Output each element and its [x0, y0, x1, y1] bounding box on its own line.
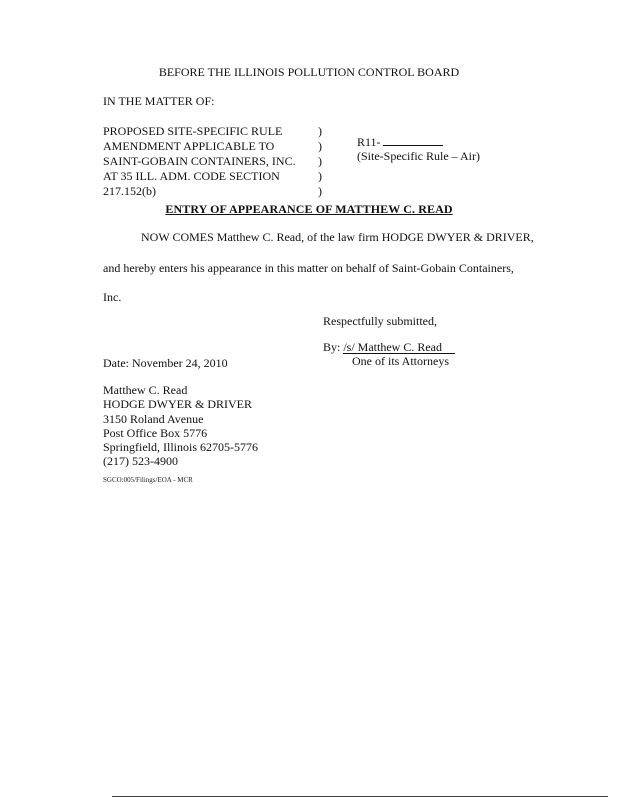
case-type: (Site-Specific Rule – Air) — [357, 149, 480, 163]
signature-block-line: Post Office Box 5776 — [103, 425, 208, 440]
caption-parentheses — [318, 124, 322, 199]
by-label: By: — [323, 340, 341, 354]
closing: Respectfully submitted, — [323, 314, 437, 328]
paren: ) — [318, 139, 322, 153]
bottom-rule — [112, 796, 608, 797]
case-caption — [103, 124, 296, 199]
signature-role: One of its Attorneys — [352, 354, 449, 368]
board-heading: BEFORE THE ILLINOIS POLLUTION CONTROL BOARD — [158, 65, 460, 79]
body-line: NOW COMES Matthew C. Read, of the law firm HODGE DWYER & DRIVER, — [141, 230, 534, 244]
signature-block-line: Springfield, Illinois 62705-5776 — [103, 440, 258, 455]
paren: ) — [318, 154, 322, 168]
signature-block-line: Matthew C. Read — [103, 383, 188, 397]
electronic-signature: /s/ Matthew C. Read — [343, 341, 455, 354]
signature-block-line: (217) 523-4900 — [103, 454, 178, 469]
caption-line: PROPOSED SITE-SPECIFIC RULE — [103, 124, 283, 138]
paren: ) — [318, 124, 322, 138]
paren: ) — [318, 169, 322, 183]
signature-block-line: 3150 Roland Avenue — [103, 411, 204, 426]
signature-line — [323, 341, 455, 354]
case-number-blank — [383, 135, 443, 146]
signature-block — [103, 383, 258, 469]
in-the-matter-label: IN THE MATTER OF: — [103, 94, 215, 108]
date-line: Date: November 24, 2010 — [103, 356, 228, 370]
caption-line: 217.152(b) — [103, 184, 156, 198]
paren: ) — [318, 184, 322, 198]
body-line: and hereby enters his appearance in this matter on behalf of Saint-Gobain Containers, — [103, 261, 514, 275]
case-number-prefix: R11- — [357, 135, 381, 149]
case-number — [357, 135, 443, 148]
file-code: SGCO:005/Filings/EOA - MCR — [103, 476, 193, 484]
caption-line: AT 35 ILL. ADM. CODE SECTION — [103, 169, 280, 183]
document-title: ENTRY OF APPEARANCE OF MATTHEW C. READ — [165, 202, 453, 216]
body-line: Inc. — [103, 290, 122, 304]
signature-block-line: HODGE DWYER & DRIVER — [103, 397, 252, 412]
caption-line: AMENDMENT APPLICABLE TO — [103, 139, 275, 153]
caption-line: SAINT-GOBAIN CONTAINERS, INC. — [103, 154, 296, 168]
